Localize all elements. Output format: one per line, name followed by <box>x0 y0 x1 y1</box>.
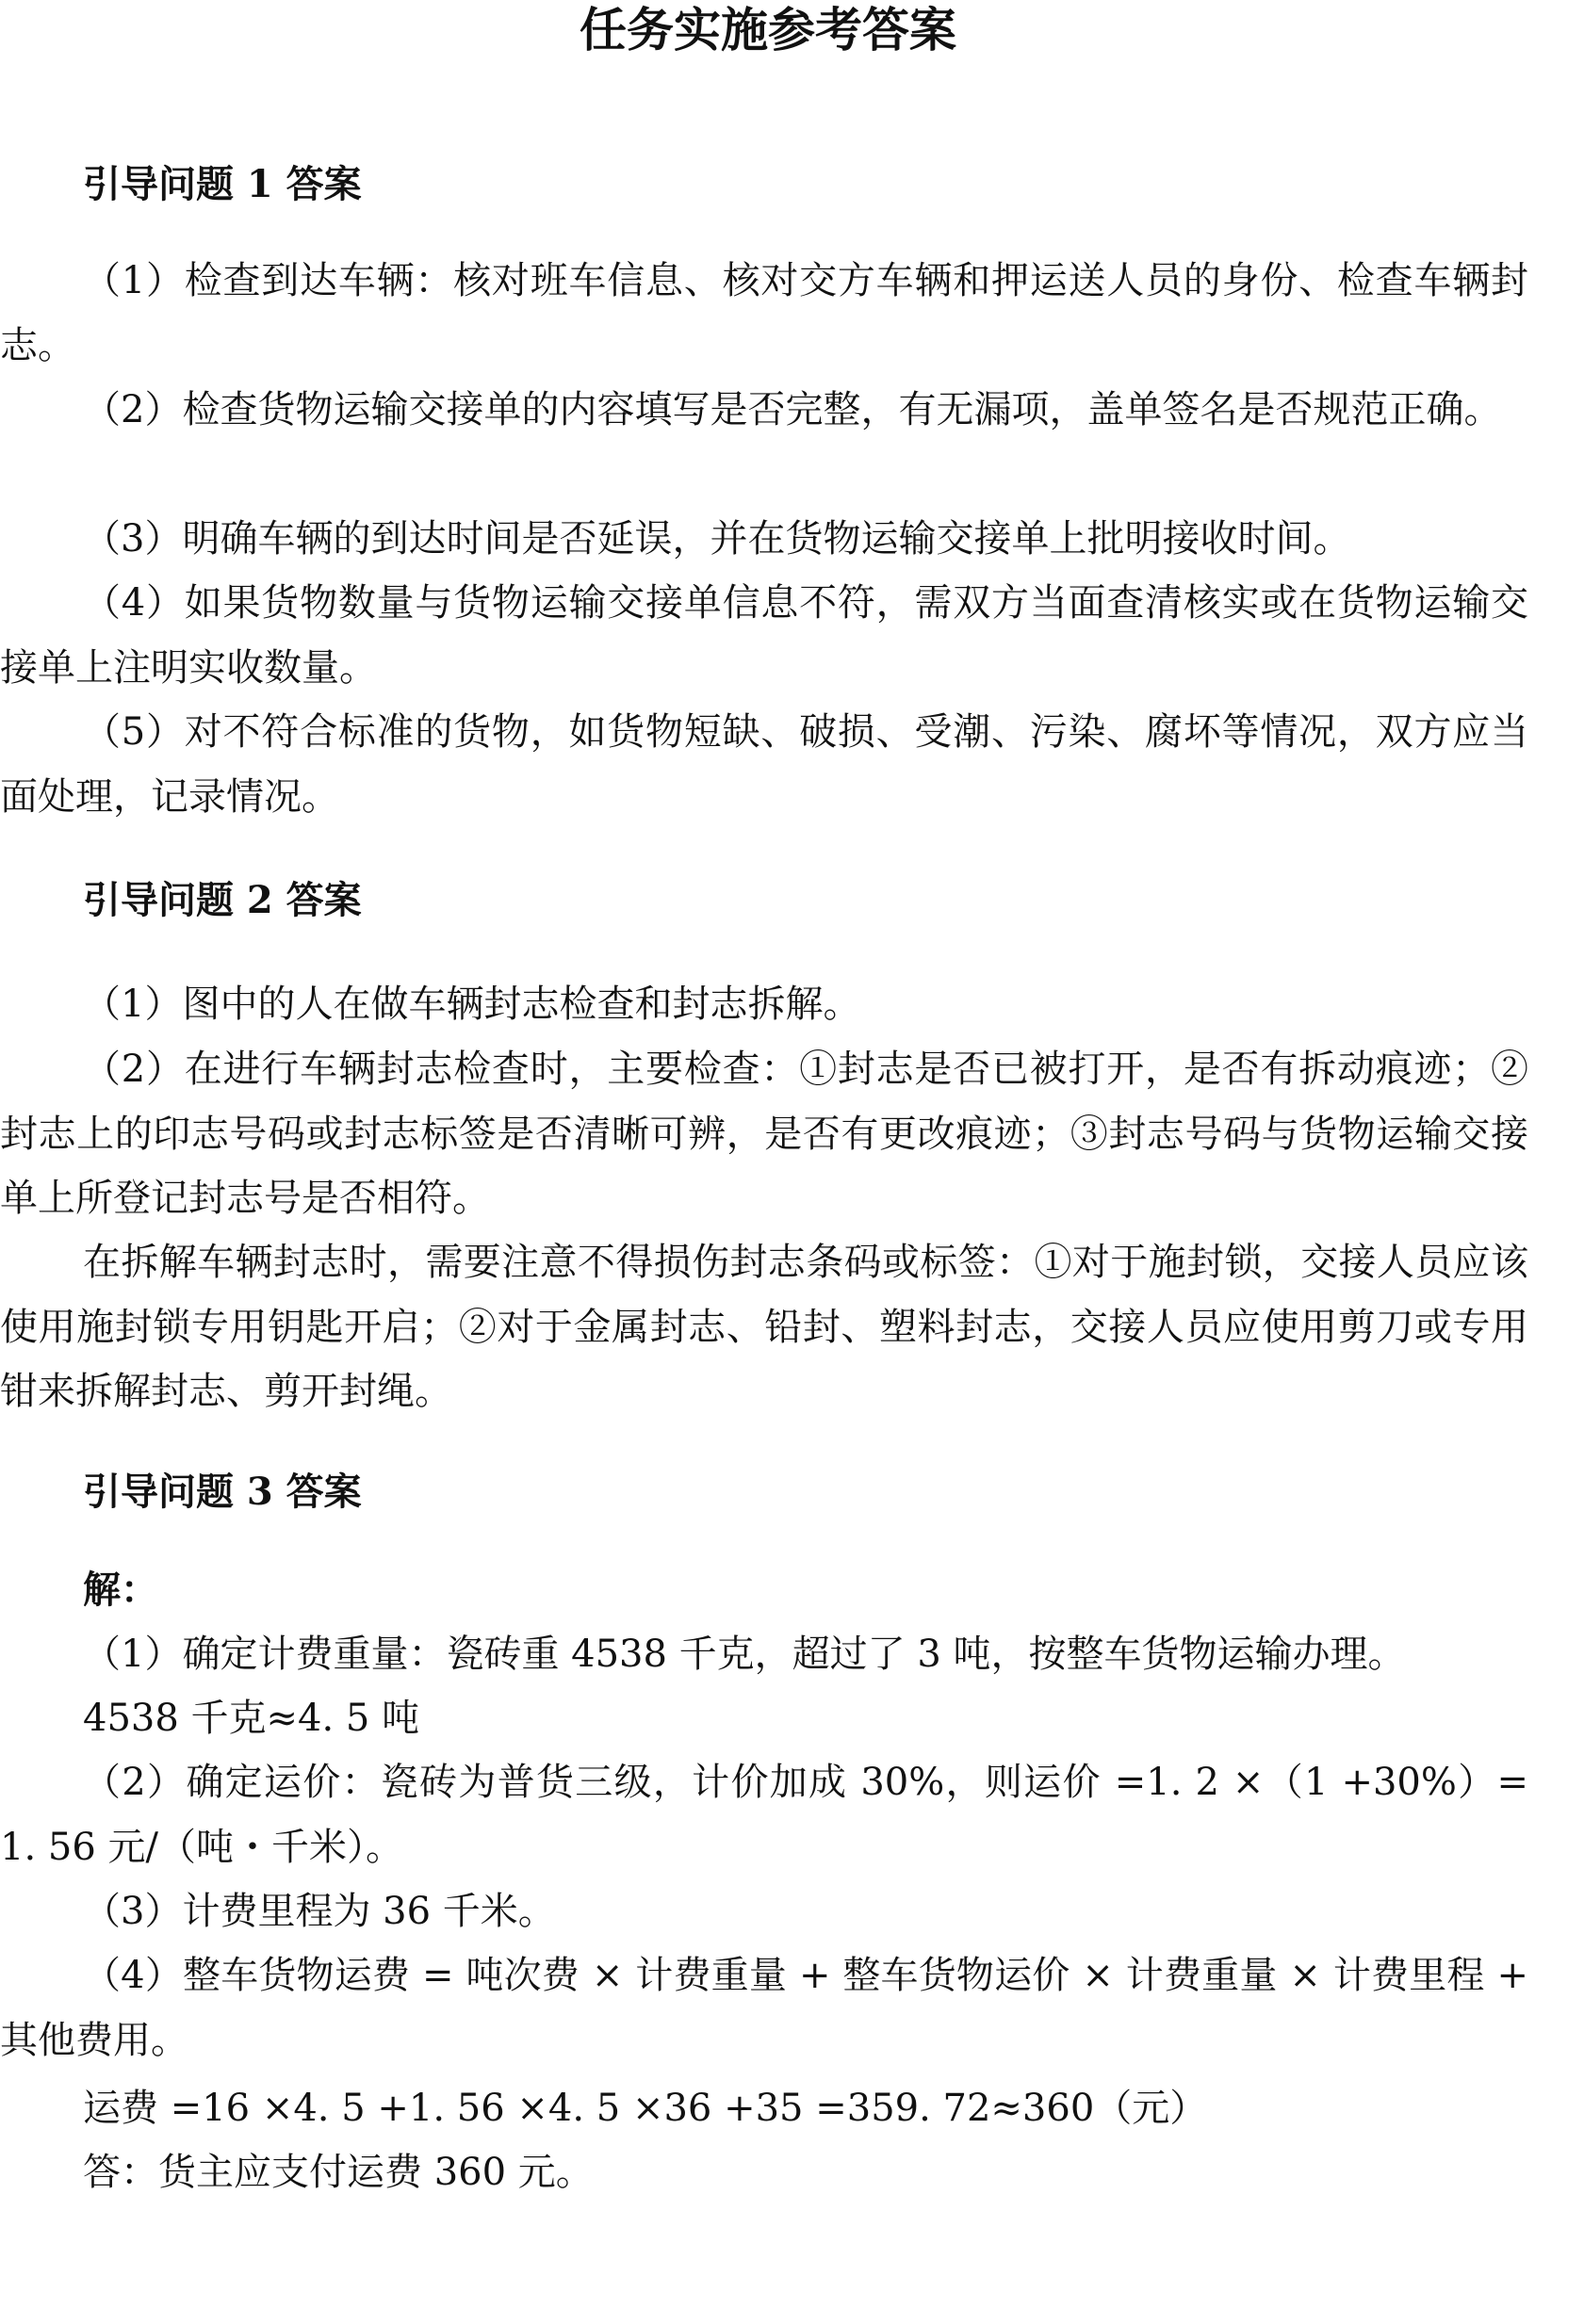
section-1-item-3: （3）明确车辆的到达时间是否延误，并在货物运输交接单上批明接收时间。 <box>83 517 1351 561</box>
section-2-item-1: （1）图中的人在做车辆封志检查和封志拆解。 <box>83 983 861 1026</box>
step-1-calculation: 4538 千克≈4. 5 吨 <box>83 1697 420 1740</box>
section-1-item-5: （5）对不符合标准的货物，如货物短缺、破损、受潮、污染、腐坏等情况，双方应当面处理，记录情况。 <box>0 710 1528 819</box>
step-3: （3）计费里程为 36 千米。 <box>83 1890 556 1933</box>
section-2-heading: 引导问题 2 答案 <box>83 878 362 922</box>
page-title: 任务实施参考答案 <box>580 2 956 57</box>
section-1-item-1: （1）检查到达车辆：核对班车信息、核对交方车辆和押运送人员的身份、检查车辆封志。 <box>0 259 1528 367</box>
section-1-item-4: （4）如果货物数量与货物运输交接单信息不符，需双方当面查清核实或在货物运输交接单上注明实收数量。 <box>0 581 1528 690</box>
step-2: （2）确定运价：瓷砖为普货三级，计价加成 30%，则运价 =1. 2 ×（1 +30%）= 1. 56 元/（吨・千米）。 <box>0 1761 1528 1869</box>
freight-formula: 运费 =16 ×4. 5 +1. 56 ×4. 5 ×36 +35 =359. 72≈360（元） <box>83 2087 1208 2130</box>
final-answer: 答：货主应支付运费 360 元。 <box>83 2151 594 2194</box>
section-1-item-2: （2）检查货物运输交接单的内容填写是否完整，有无漏项，盖单签名是否规范正确。 <box>83 388 1502 431</box>
section-2-item-3: 在拆解车辆封志时，需要注意不得损伤封志条码或标签：①对于施封锁，交接人员应该使用施封锁专用钥匙开启；②对于金属封志、铅封、塑料封志，交接人员应使用剪刀或专用钳来拆解封志、剪开封绳。 <box>0 1241 1528 1413</box>
step-4: （4）整车货物运费 = 吨次费 × 计费重量 + 整车货物运价 × 计费重量 × 计费里程 + 其他费用。 <box>0 1954 1528 2062</box>
section-3-heading: 引导问题 3 答案 <box>83 1470 362 1514</box>
section-1-heading: 引导问题 1 答案 <box>83 162 362 206</box>
section-2-item-2: （2）在进行车辆封志检查时，主要检查：①封志是否已被打开，是否有拆动痕迹；②封志上的印志号码或封志标签是否清晰可辨，是否有更改痕迹；③封志号码与货物运输交接单上所登记封志号是否相符。 <box>0 1048 1528 1220</box>
step-1: （1）确定计费重量：瓷砖重 4538 千克，超过了 3 吨，按整车货物运输办理。 <box>83 1633 1406 1676</box>
solution-label: 解： <box>83 1568 158 1612</box>
